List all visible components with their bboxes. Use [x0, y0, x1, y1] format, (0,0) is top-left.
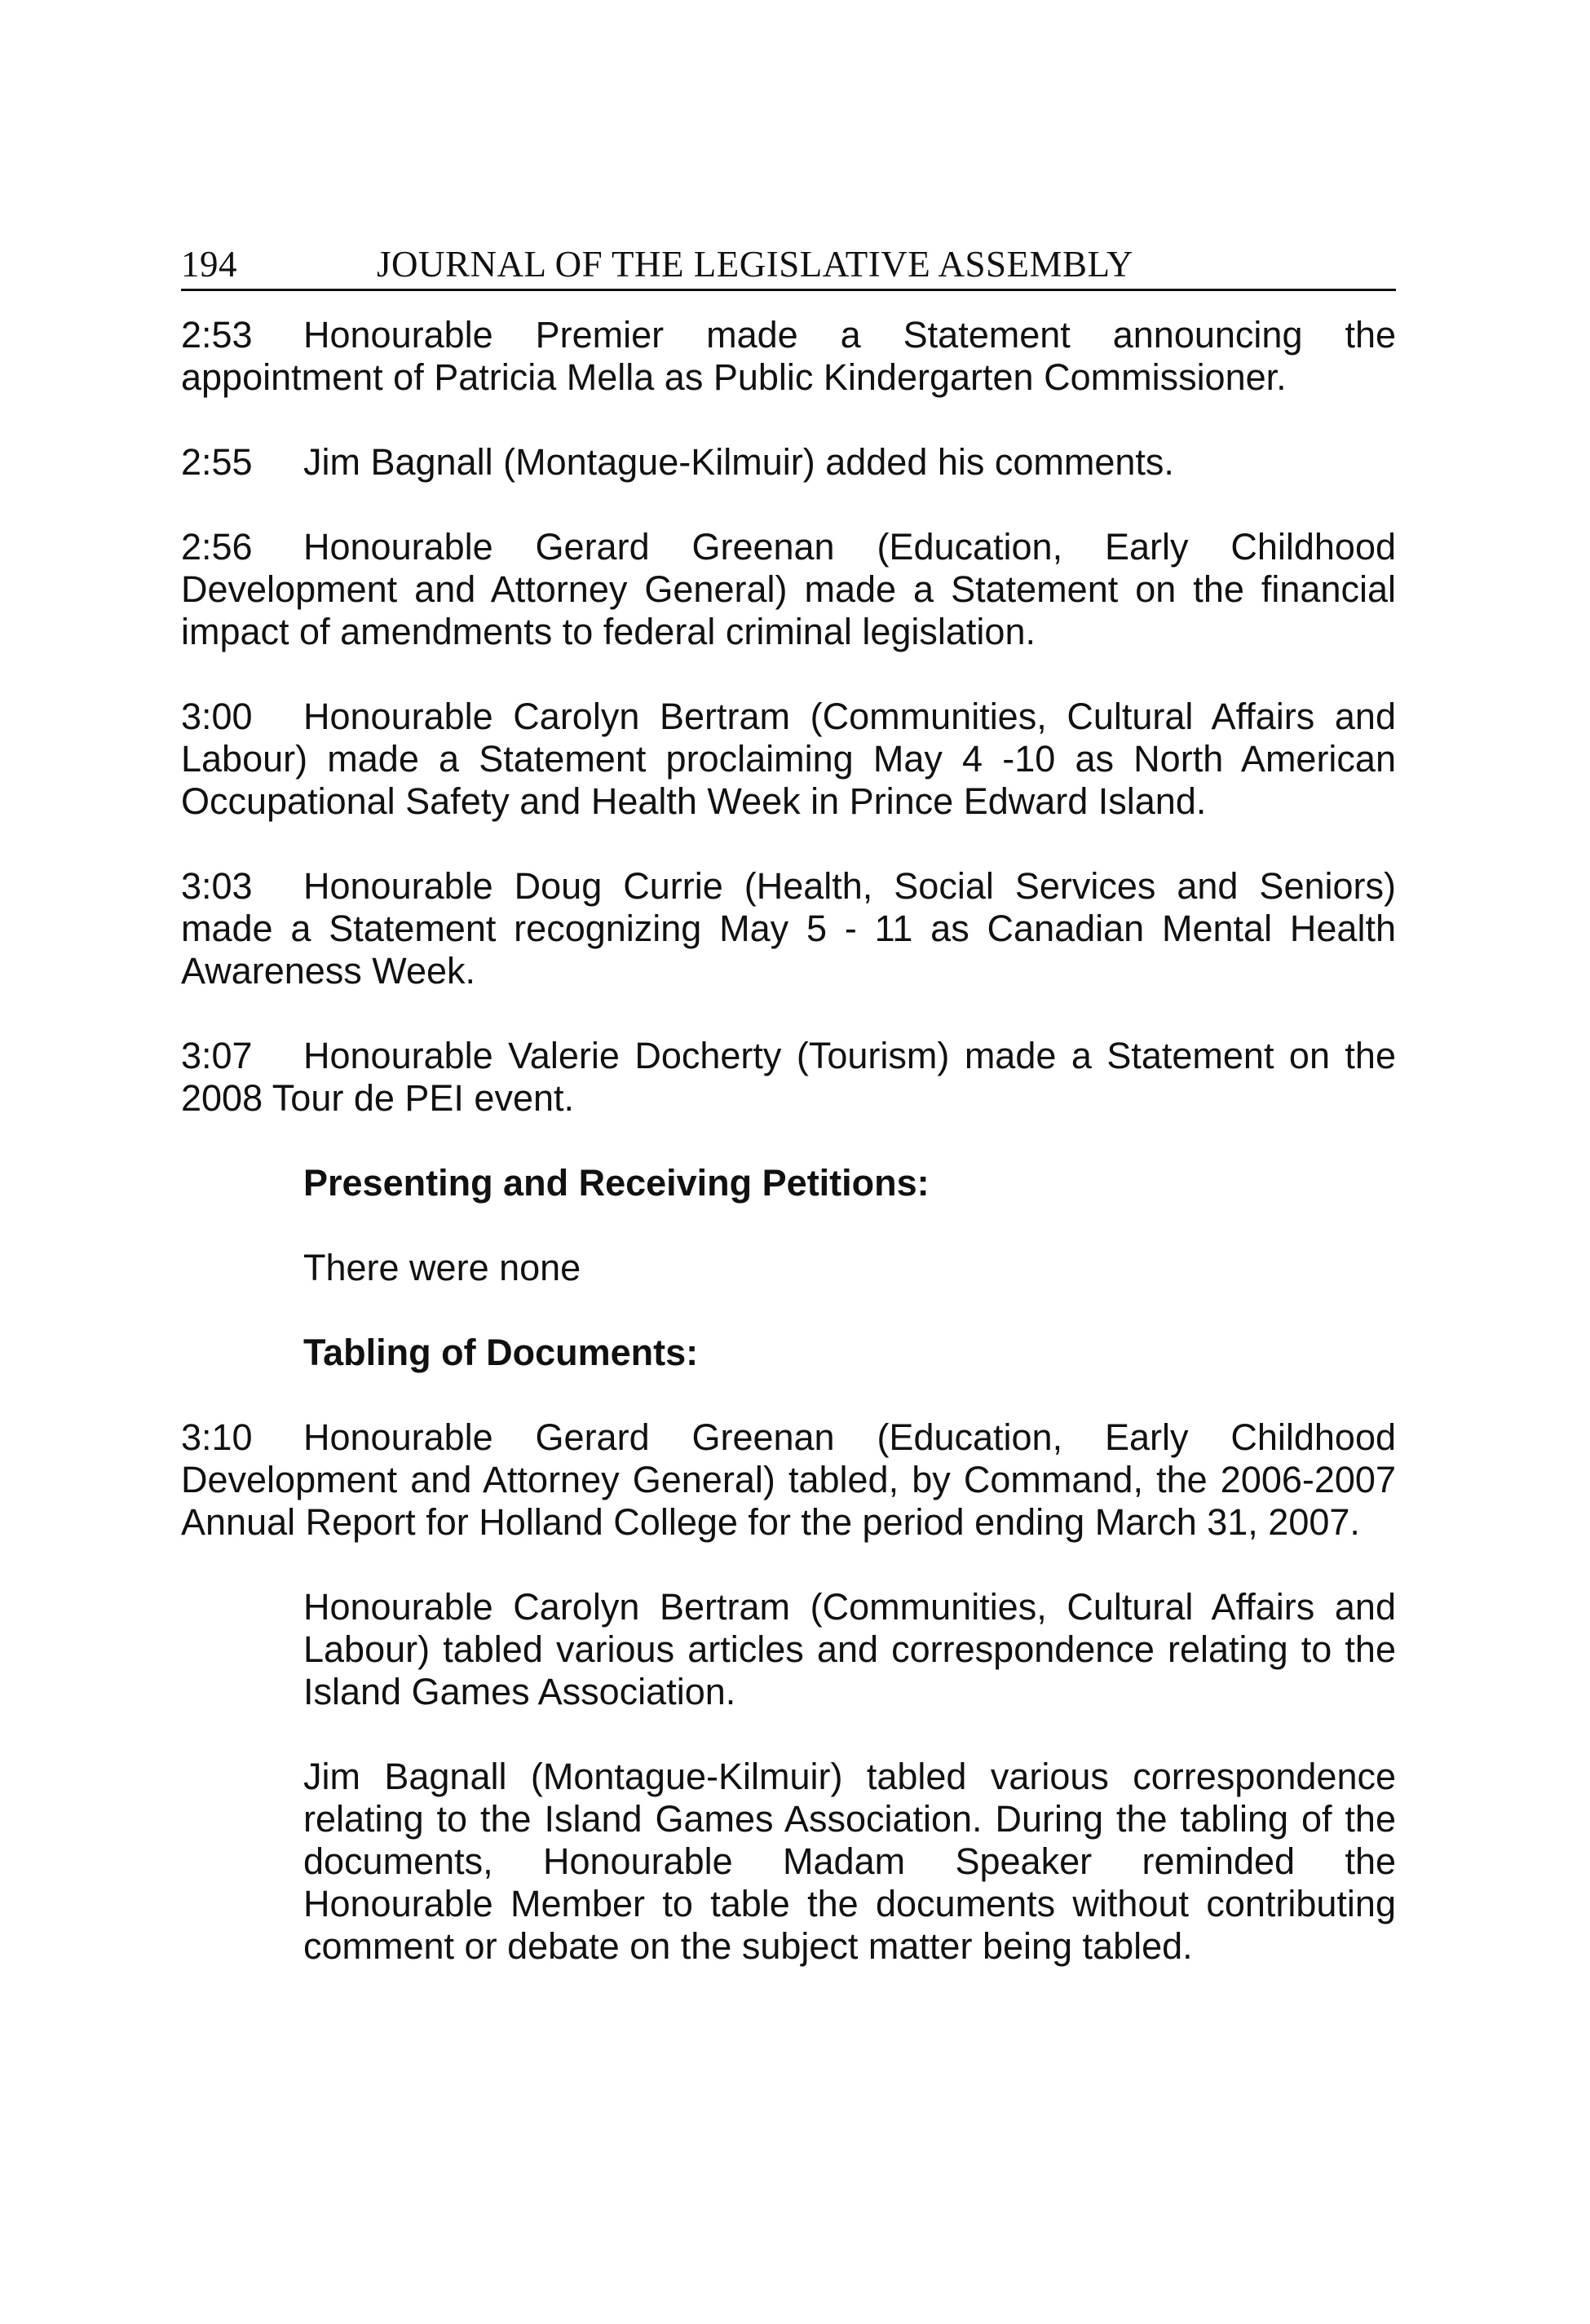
petitions-heading: Presenting and Receiving Petitions:	[303, 1161, 930, 1204]
tabling-paragraph: Honourable Carolyn Bertram (Communities, Cultural Affairs and Labour) tabled various articles and correspondence relating to the Island Games Association.	[303, 1585, 1396, 1712]
journal-title: JOURNAL OF THE LEGISLATIVE ASSEMBLY	[377, 244, 1134, 285]
entry-text: Honourable Valerie Docherty (Tourism) made a Statement on the 2008 Tour de PEI event.	[181, 1034, 1396, 1119]
running-header	[181, 245, 1396, 291]
entry-text: Honourable Premier made a Statement announcing the appointment of Patricia Mella as Public Kindergarten Commissioner.	[181, 313, 1396, 398]
entry-time: 2:53	[181, 313, 253, 356]
page-number: 194	[181, 244, 237, 285]
entry-time: 3:03	[181, 864, 253, 907]
journal-entry	[181, 314, 1396, 399]
entry-text: Honourable Carolyn Bertram (Communities, Cultural Affairs and Labour) made a Statement proclaiming May 4 -10 as North American Occupational Safety and Health Week in Prince Edward Island.	[181, 695, 1396, 822]
entry-text: Honourable Gerard Greenan (Education, Early Childhood Development and Attorney General) tabled, by Command, the 2006-2007 Annual Report for Holland College for the period ending March 31, 2007.	[181, 1416, 1396, 1543]
entry-time: 3:10	[181, 1416, 253, 1458]
entry-text: Honourable Gerard Greenan (Education, Early Childhood Development and Attorney General) made a Statement on the financial impact of amendments to federal criminal legislation.	[181, 525, 1396, 652]
journal-entry	[181, 441, 1396, 484]
journal-entry	[181, 526, 1396, 653]
tabling-entry	[181, 1416, 1396, 1544]
entry-text: Jim Bagnall (Montague-Kilmuir) added his comments.	[303, 440, 1174, 483]
page-content	[181, 245, 1396, 1968]
tabling-heading: Tabling of Documents:	[303, 1331, 699, 1373]
tabling-paragraph: Jim Bagnall (Montague-Kilmuir) tabled various correspondence relating to the Island Games Association. During the tabling of the documents, Honourable Madam Speaker reminded the Honourable Member to table the documents without contributing comment or debate on the subject matter being tabled.	[303, 1755, 1396, 1967]
entry-time: 2:56	[181, 525, 253, 568]
petitions-text: There were none	[303, 1246, 581, 1288]
journal-entry	[181, 865, 1396, 992]
entry-time: 3:00	[181, 695, 253, 737]
journal-entry	[181, 696, 1396, 823]
entry-time: 3:07	[181, 1034, 253, 1076]
journal-entry	[181, 1035, 1396, 1120]
entry-text: Honourable Doug Currie (Health, Social Services and Seniors) made a Statement recognizing May 5 - 11 as Canadian Mental Health Awareness Week.	[181, 864, 1396, 992]
entry-time: 2:55	[181, 440, 253, 483]
journal-body	[181, 314, 1396, 1968]
